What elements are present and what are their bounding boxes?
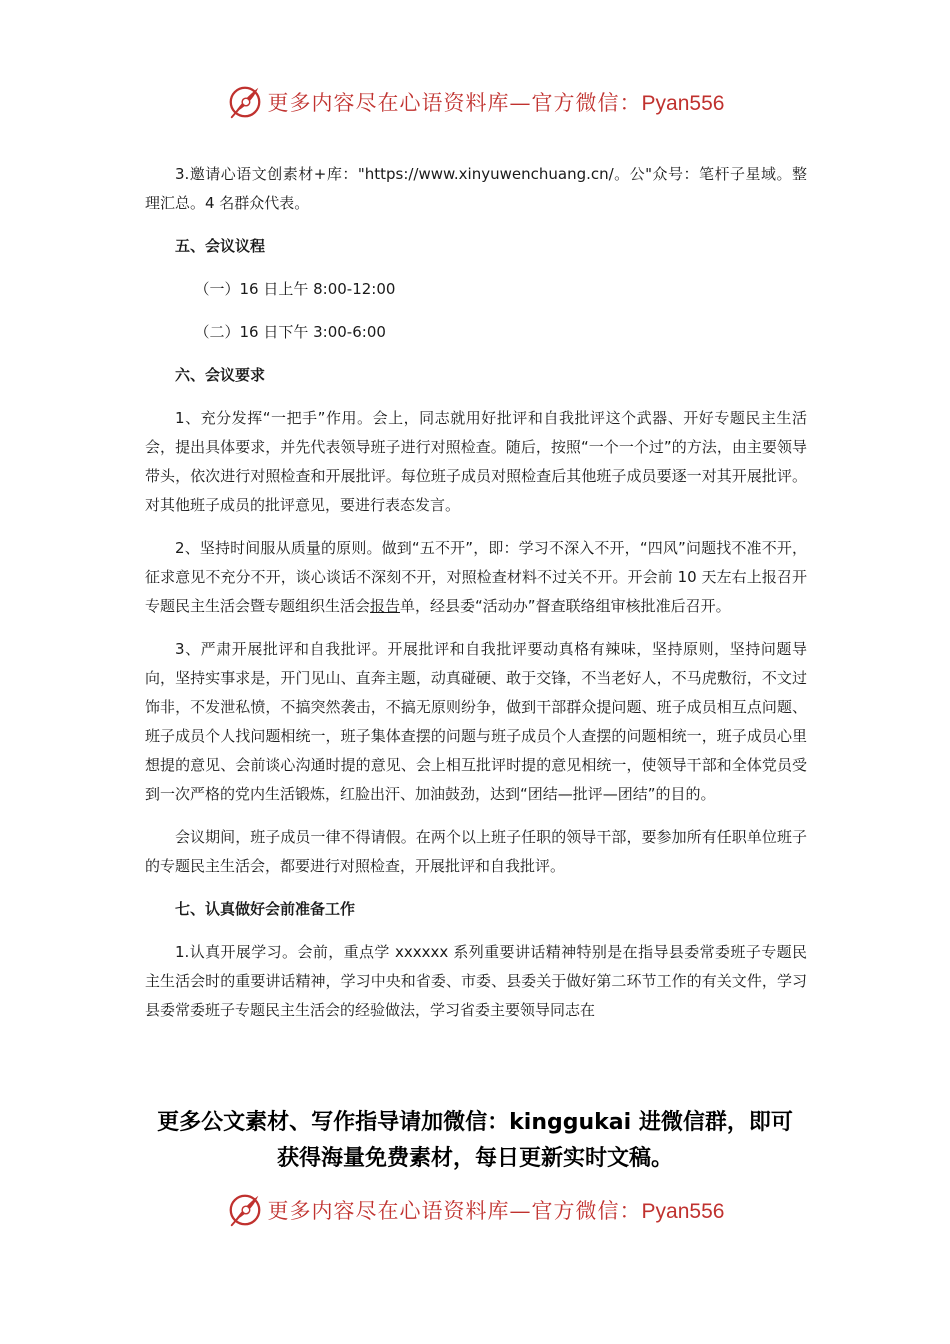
requirement-paragraph-2 <box>145 534 807 621</box>
banner-text: 更多内容尽在心语资料库—官方微信：Pyan556 <box>267 1199 725 1223</box>
document-body <box>145 160 807 1025</box>
invite-paragraph: 3.邀请心语文创素材+库："https://www.xinyuwenchuang.cn/。公"众号：笔杆子星域。整理汇总。4 名群众代表。 <box>145 165 807 212</box>
header-banner <box>0 78 950 126</box>
requirement-2-text-b: 单，经县委“活动办”督查联络组审核批准后召开。 <box>400 597 731 615</box>
requirement-paragraph-1: 1、充分发挥“一把手”作用。会上，同志就用好批评和自我批评这个武器、开好专题民主生活会，提出具体要求，并先代表领导班子进行对照检查。随后，按照“一个一个过”的方法，由主要领导带头，依次进行对照检查和开展批评。每位班子成员对照检查后其他班子成员要逐一对其开展批评。对其他班子成员的批评意见，要进行表态发言。 <box>145 409 807 514</box>
report-link[interactable]: 报告 <box>370 597 401 615</box>
section-heading-requirements: 六、会议要求 <box>175 366 266 384</box>
promo-notice <box>120 1105 830 1177</box>
preparation-paragraph-1: 1.认真开展学习。会前，重点学 xxxxxx 系列重要讲话精神特别是在指导县委常委班子专题民主生活会时的重要讲话精神，学习中央和省委、市委、县委关于做好第二环节工作的有关文件，学习县委常委班子专题民主生活会的经验做法，学习省委主要领导同志在 <box>145 943 807 1019</box>
banner-wechat-id: Pyan556 <box>641 1200 725 1223</box>
promo-line-2: 获得海量免费素材，每日更新实时文稿。 <box>276 1146 673 1171</box>
banner-wechat-id: Pyan556 <box>641 92 725 115</box>
requirement-paragraph-4: 会议期间，班子成员一律不得请假。在两个以上班子任职的领导干部，要参加所有任职单位班子的专题民主生活会，都要进行对照检查，开展批评和自我批评。 <box>145 828 807 875</box>
banner-text: 更多内容尽在心语资料库—官方微信：Pyan556 <box>267 91 725 115</box>
section-heading-preparation: 七、认真做好会前准备工作 <box>175 900 356 918</box>
footer-banner <box>0 1186 950 1234</box>
agenda-item-1: （一）16 日上午 8:00-12:00 <box>194 280 396 298</box>
section-heading-agenda: 五、会议议程 <box>175 237 266 255</box>
red-quill-seal-icon <box>226 83 264 121</box>
requirement-2-text-a: 2、坚持时间服从质量的原则。做到“五不开”，即：学习不深入不开，“四风”问题找不准不开，征求意见不充分不开，谈心谈话不深刻不开，对照检查材料不过关不开。开会前 10 天左右上报召开专题民主生活会暨专题组织生活会 <box>145 539 807 615</box>
agenda-item-2: （二）16 日下午 3:00-6:00 <box>194 323 386 341</box>
requirement-paragraph-3: 3、严肃开展批评和自我批评。开展批评和自我批评要动真格有辣味，坚持原则，坚持问题导向，坚持实事求是，开门见山、直奔主题，动真碰硬、敢于交锋，不当老好人，不马虎敷衍，不文过饰非，不发泄私愤，不搞突然袭击，不搞无原则纷争，做到干部群众提问题、班子成员相互点问题、班子成员个人找问题相统一，班子集体查摆的问题与班子成员个人查摆的问题相统一，班子成员心里想提的意见、会前谈心沟通时提的意见、会上相互批评时提的意见相统一，使领导干部和全体党员受到一次严格的党内生活锻炼，红脸出汗、加油鼓劲，达到“团结—批评—团结”的目的。 <box>145 640 807 803</box>
promo-line-1: 更多公文素材、写作指导请加微信：kinggukai 进微信群，即可 <box>157 1110 793 1135</box>
red-quill-seal-icon <box>226 1191 264 1229</box>
